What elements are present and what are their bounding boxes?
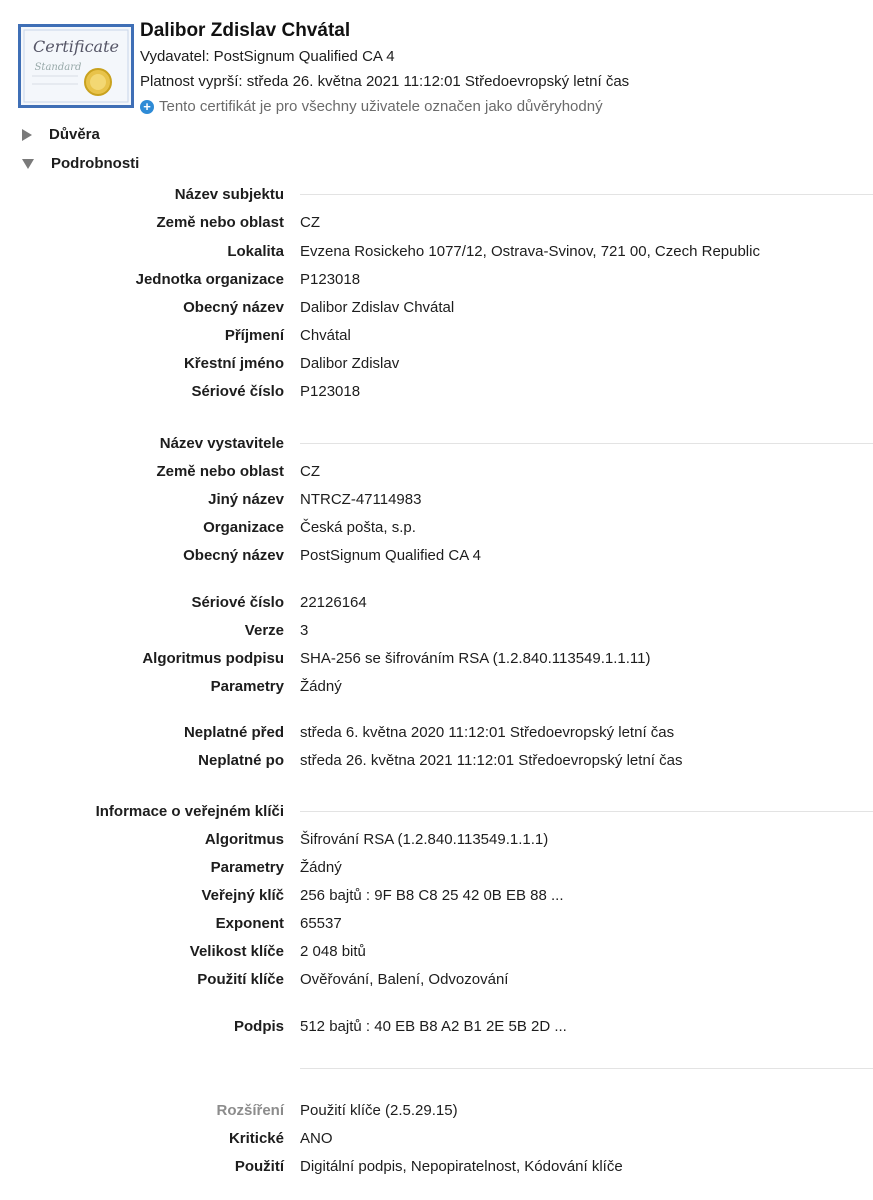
detail-row <box>0 940 873 962</box>
detail-value: NTRCZ-47114983 <box>300 490 422 508</box>
public-key-heading: Informace o veřejném klíči <box>95 802 284 820</box>
detail-row <box>0 544 873 566</box>
detail-value: 2 048 bitů <box>300 942 366 960</box>
detail-value: Evzena Rosickeho 1077/12, Ostrava-Svinov, 721 00, Czech Republic <box>300 242 760 260</box>
detail-key: Algoritmus <box>204 830 284 848</box>
trust-note <box>140 98 603 115</box>
detail-row <box>0 1127 873 1149</box>
detail-key: Parametry <box>210 677 284 695</box>
detail-key: Příjmení <box>224 326 284 344</box>
detail-value: Digitální podpis, Nepopiratelnost, Kódování klíče <box>300 1157 623 1175</box>
detail-value: 512 bajtů : 40 EB B8 A2 B1 2E 5B 2D ... <box>300 1017 567 1035</box>
public-key-heading-row <box>0 800 873 822</box>
subject-heading: Název subjektu <box>174 185 284 203</box>
detail-value: P123018 <box>300 382 361 400</box>
detail-value: Ověřování, Balení, Odvozování <box>300 970 509 988</box>
section-divider <box>300 1068 873 1069</box>
section-divider <box>300 194 873 195</box>
detail-row <box>0 268 873 290</box>
detail-row <box>0 828 873 850</box>
detail-row <box>0 324 873 346</box>
detail-value: Dalibor Zdislav Chvátal <box>300 298 455 316</box>
detail-value: CZ <box>300 462 320 480</box>
detail-value: středa 6. května 2020 11:12:01 Středoevropský letní čas <box>300 723 675 741</box>
detail-row <box>0 884 873 906</box>
detail-key: Jednotka organizace <box>135 270 284 288</box>
issuer-line: Vydavatel: PostSignum Qualified CA 4 <box>140 48 395 65</box>
detail-row <box>0 721 873 743</box>
detail-key: Parametry <box>210 858 284 876</box>
plus-circle-icon: + <box>140 100 154 114</box>
detail-row <box>0 240 873 262</box>
detail-row <box>0 647 873 669</box>
issuer-heading-row <box>0 432 873 454</box>
detail-key: Jiný název <box>208 490 284 508</box>
detail-row <box>0 460 873 482</box>
detail-key: Rozšíření <box>216 1101 284 1119</box>
detail-value: CZ <box>300 213 320 231</box>
detail-key: Veřejný klíč <box>201 886 284 904</box>
detail-row <box>0 211 873 233</box>
section-divider <box>300 811 873 812</box>
detail-value: Dalibor Zdislav <box>300 354 400 372</box>
detail-key: Sériové číslo <box>191 382 284 400</box>
subject-heading-row <box>0 183 873 205</box>
signature-row <box>0 1015 873 1037</box>
detail-row <box>0 675 873 697</box>
issuer-heading: Název vystavitele <box>159 434 284 452</box>
detail-value: P123018 <box>300 270 361 288</box>
trust-label[interactable]: Důvěra <box>49 126 100 143</box>
expiry-line: Platnost vyprší: středa 26. května 2021 11:12:01 Středoevropský letní čas <box>140 73 630 90</box>
detail-key: Obecný název <box>183 546 284 564</box>
detail-value: Žádný <box>300 858 342 876</box>
detail-value: 3 <box>300 621 309 639</box>
details-disclosure[interactable] <box>22 155 139 172</box>
detail-key: Neplatné před <box>183 723 284 741</box>
detail-value: Použití klíče (2.5.29.15) <box>300 1101 458 1119</box>
detail-row <box>0 1155 873 1177</box>
svg-text:Certificate: Certificate <box>33 37 119 56</box>
detail-value: SHA-256 se šifrováním RSA (1.2.840.113549.1.1.11) <box>300 649 651 667</box>
detail-row <box>0 516 873 538</box>
detail-value: Česká pošta, s.p. <box>300 518 416 536</box>
detail-value: Žádný <box>300 677 342 695</box>
detail-row <box>0 591 873 613</box>
detail-key: Země nebo oblast <box>156 462 284 480</box>
detail-value: 256 bajtů : 9F B8 C8 25 42 0B EB 88 ... <box>300 886 564 904</box>
detail-row <box>0 488 873 510</box>
detail-key: Podpis <box>233 1017 284 1035</box>
certificate-icon <box>18 24 134 108</box>
detail-key: Verze <box>244 621 284 639</box>
svg-text:Standard: Standard <box>34 62 82 73</box>
detail-key: Obecný název <box>183 298 284 316</box>
detail-key: Kritické <box>228 1129 284 1147</box>
detail-key: Sériové číslo <box>191 593 284 611</box>
detail-value: 65537 <box>300 914 342 932</box>
detail-value: PostSignum Qualified CA 4 <box>300 546 481 564</box>
detail-key: Křestní jméno <box>183 354 284 372</box>
detail-key: Algoritmus podpisu <box>142 649 284 667</box>
disclosure-expanded-icon[interactable] <box>22 159 34 169</box>
detail-key: Použití klíče <box>197 970 284 988</box>
detail-key: Velikost klíče <box>189 942 284 960</box>
section-divider <box>300 443 873 444</box>
detail-key: Exponent <box>215 914 284 932</box>
detail-row <box>0 296 873 318</box>
detail-value: středa 26. května 2021 11:12:01 Středoevropský letní čas <box>300 751 683 769</box>
detail-value: Šifrování RSA (1.2.840.113549.1.1.1) <box>300 830 549 848</box>
detail-key: Neplatné po <box>198 751 284 769</box>
trust-note-text: Tento certifikát je pro všechny uživatele označen jako důvěryhodný <box>159 98 603 115</box>
detail-key: Organizace <box>203 518 284 536</box>
detail-row <box>0 912 873 934</box>
detail-row <box>0 352 873 374</box>
extension-row <box>0 1099 873 1121</box>
detail-key: Lokalita <box>227 242 284 260</box>
trust-disclosure[interactable] <box>22 126 100 143</box>
disclosure-collapsed-icon[interactable] <box>22 129 32 141</box>
detail-value: 22126164 <box>300 593 367 611</box>
detail-row <box>0 856 873 878</box>
detail-row <box>0 749 873 771</box>
detail-row <box>0 380 873 402</box>
details-label[interactable]: Podrobnosti <box>51 155 140 172</box>
detail-value: ANO <box>300 1129 333 1147</box>
detail-row <box>0 619 873 641</box>
detail-row <box>0 968 873 990</box>
certificate-title: Dalibor Zdislav Chvátal <box>140 20 351 41</box>
detail-key: Použití <box>234 1157 284 1175</box>
detail-value: Chvátal <box>300 326 351 344</box>
detail-key: Země nebo oblast <box>156 213 284 231</box>
